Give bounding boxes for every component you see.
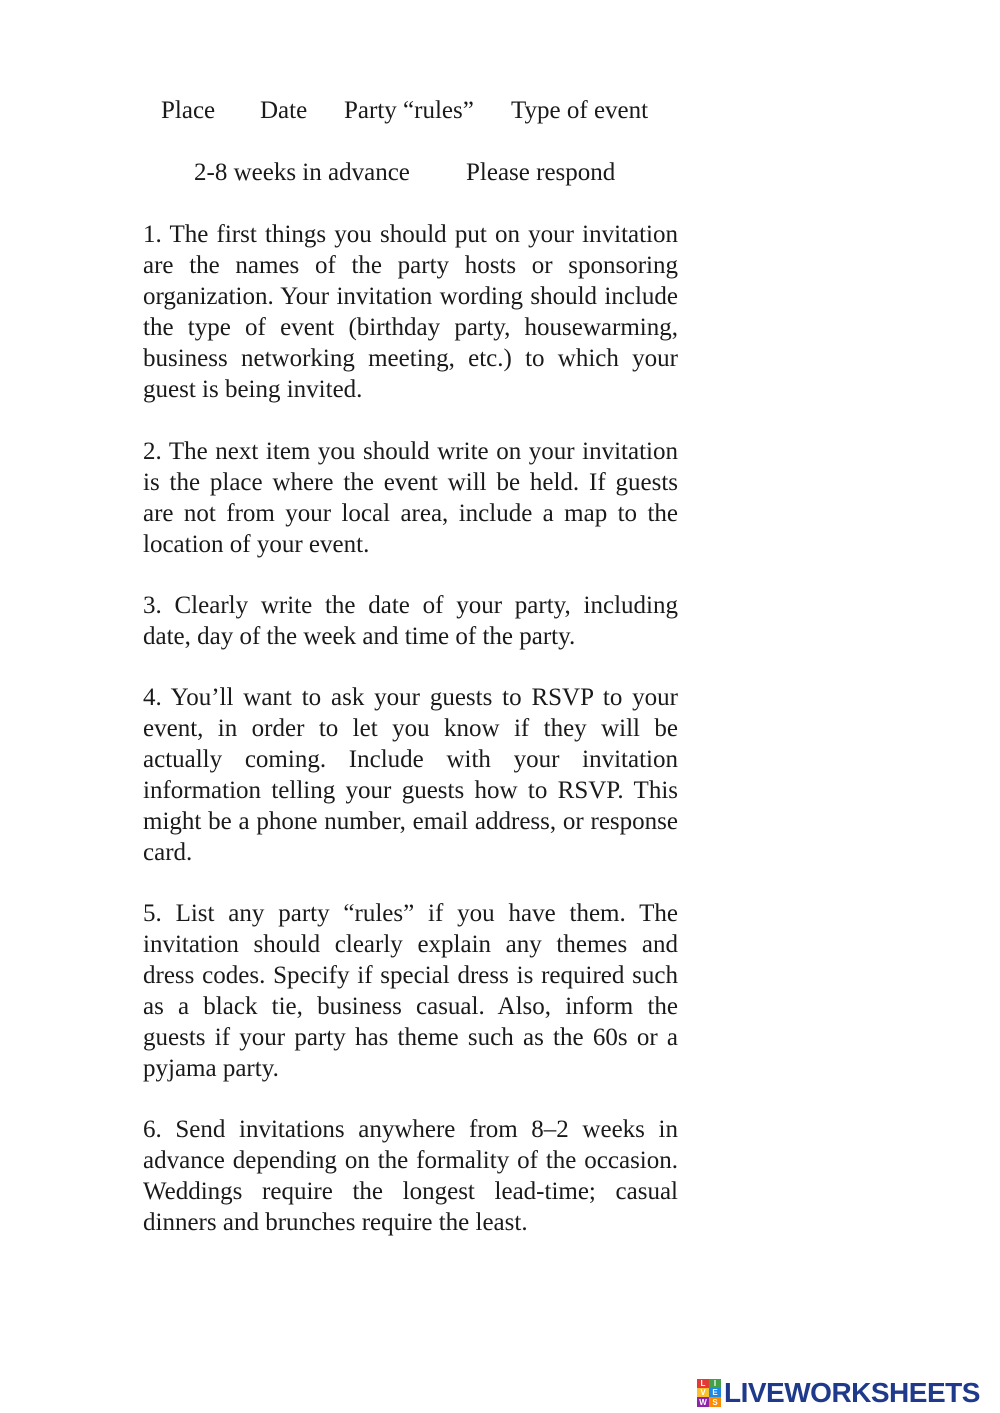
logo-tile: I [709, 1379, 721, 1388]
word-bank-please-respond: Please respond [466, 159, 616, 186]
word-bank-weeks-in-advance: 2-8 weeks in advance [194, 159, 410, 186]
paragraph-6: 6. Send invitations anywhere from 8–2 weeks in advance depending on the formality of the occasion. Weddings require the longest lead-time; casual dinners and brunches require the least. [143, 1116, 678, 1236]
logo-tile: E [709, 1388, 721, 1397]
word-bank-date: Date [260, 97, 308, 124]
paragraph-4: 4. You’ll want to ask your guests to RSVP to your event, in order to let you know if they will be actually coming. Include with your invitation information telling your guests how to RSVP. This might be a phone number, email address, or response card. [143, 684, 678, 866]
logo-tile: S [709, 1397, 721, 1407]
logo-tile: W [697, 1397, 709, 1407]
liveworksheets-wordmark: LIVEWORKSHEETS [724, 1377, 980, 1408]
liveworksheets-mark-icon [697, 1379, 721, 1407]
word-bank-type-of-event: Type of event [511, 97, 649, 124]
liveworksheets-logo [697, 1376, 980, 1410]
paragraph-2: 2. The next item you should write on your invitation is the place where the event will be held. If guests are not from your local area, include a map to the location of your event. [143, 438, 678, 558]
logo-tile: V [697, 1388, 709, 1397]
paragraph-5: 5. List any party “rules” if you have them. The invitation should clearly explain any themes and dress codes. Specify if special dress is required such as a black tie, business casual. Also, inform the guests if your party has theme such as the 60s or a pyjama party. [143, 900, 678, 1082]
paragraph-3: 3. Clearly write the date of your party, including date, day of the week and time of the party. [143, 592, 678, 650]
logo-tile: L [697, 1379, 709, 1388]
paragraph-1: 1. The first things you should put on your invitation are the names of the party hosts or sponsoring organization. Your invitation wording should include the type of event (birthday party, housewarming, business networking meeting, etc.) to which your guest is being invited. [143, 221, 678, 403]
word-bank-place: Place [161, 97, 216, 124]
word-bank-party-rules: Party “rules” [344, 97, 474, 124]
